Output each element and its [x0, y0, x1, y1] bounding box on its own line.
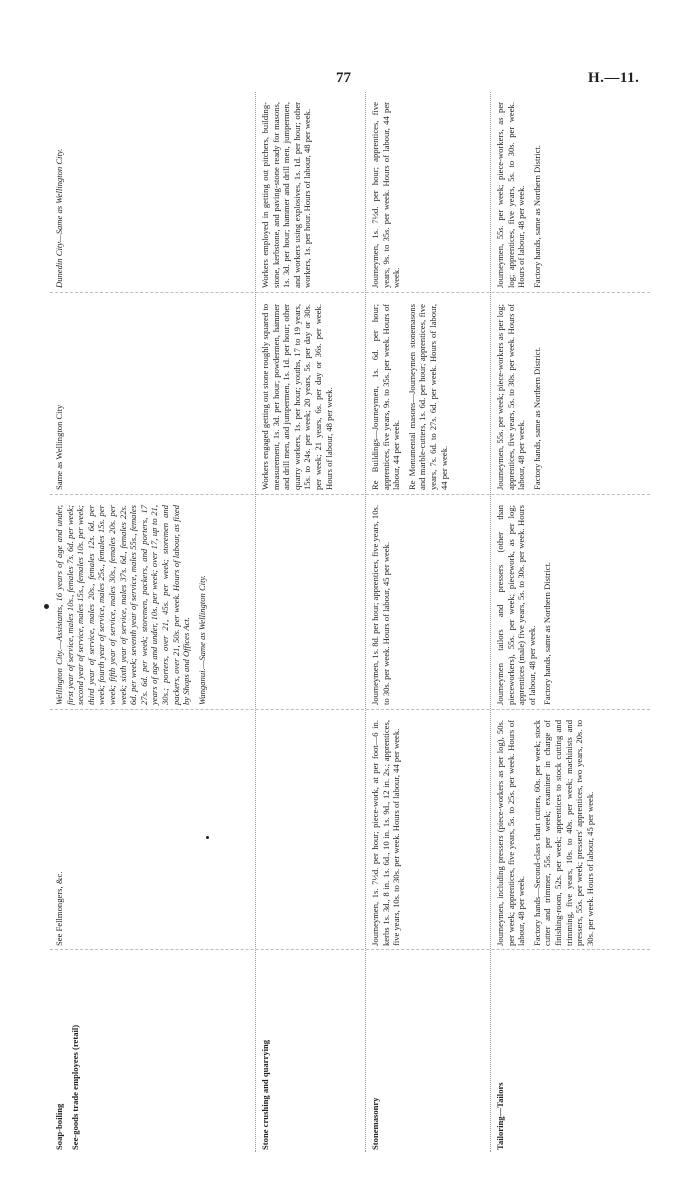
industry-label: Stonemasonry — [370, 1097, 380, 1150]
cell-text: Journeymen, 1s. 8d. per hour; apprentices, five years, 10s. to 30s. per week. Hours of labour, 45 per week. — [370, 505, 391, 705]
print-speck — [44, 604, 49, 609]
industry-label: Tailoring—Tailors — [495, 1082, 505, 1150]
cell-text: Journeymen, including pressers (piece-workers as per log), 50s. per week; apprentices, five years, 5s. to 25s. per week. Hours of labour, 48 per week. — [495, 720, 527, 946]
district-cell — [256, 296, 366, 492]
cell-text: Journeymen, 1s. 7½d. per hour; piece-work, at per foot—6 in. kerbs 1s. 3d., 8 in. 1s. 6d., 10 in. 1s. 9d., 12 in. 2s.; apprentices, five years, 10s. to 30s. per week. Hours of labour, 44 per week. — [370, 720, 402, 946]
cell-text: Wellington City.—Assistants, 16 years of age and under, first year of service, males 10s., females 7s. 6d. per week; second year of service, males 15s., females 10s. per week; third year of service, males 20s., females 12s. 6d. per week; fourth year of service, males 25s., females 15s. per week; fifth year of service, males 30s., females 20s. per week; sixth year of service, males 37s. 6d., females 22s. 6d. per week; seventh year of service, males 55s., females 27s. 6d. per week; storemen, packers, and porters, 17 years of age and under, 10s. per week; over 17, up to 21, 30s.; porters, over 21, 45s. per week; storemen and packers, over 21, 50s. per week. Hours of labour, as fixed by Shops and Offices Act. — [54, 505, 192, 705]
district-cell — [50, 94, 255, 290]
district-cell — [366, 497, 491, 707]
district-cell — [366, 296, 491, 492]
district-cell — [256, 94, 366, 290]
cell-text: Workers engaged getting out stone roughly squared to measurement, 1s. 3d. per hour; powdermen, hammer and drill men, and jumpermen, 1s. 1d. per hour; other quarry workers, 1s. per hour; youths, 17 to 19 years, 15s. to 24s. per week; 20 years, 5s. per day or 30s. per week; 21 years, 6s. per day or 36s. per week. Hours of labour, 48 per week. — [260, 304, 334, 490]
cell-text: Re Buildings—Journeymen, 1s. 6d. per hour; apprentices, five years, 9s. to 35s. per week. Hours of labour, 44 per week. — [370, 304, 402, 490]
table-row-tailoring — [490, 92, 651, 1152]
table-row-stonemasonry — [365, 92, 491, 1152]
table-row-soap-shop — [50, 92, 255, 1152]
industry-label: See-goods trade employees (retail) — [69, 1024, 80, 1150]
cell-text: Same as Wellington City — [54, 404, 64, 490]
print-speck — [206, 836, 209, 839]
cell-text: Factory hands—Second-class chart cutters, 60s. per week; stock cutter and trimmer, 55s. per week; examiner in charge of finishing-room, 52s. per week; apprentices to stock cutting and trimming, five years, 10s. to 40s. per week; machinists and pressers, 55s. per week; pressers' apprentices, two years, 20s. to 30s. per week. Hours of labour, 45 per week. — [531, 720, 595, 946]
industry-cell — [256, 952, 366, 1152]
industry-cell — [366, 952, 491, 1152]
cell-text: Re Monumental masons—Journeymen stonemasons and marble-cutters, 1s. 6d. per hour; apprentices, five years, 7s. 6d. to 27s. 6d. per week. Hours of labour, 44 per week. — [406, 304, 449, 490]
industry-cell — [491, 952, 651, 1152]
district-cell — [491, 712, 651, 948]
district-cell — [491, 497, 651, 707]
cell-text: Factory hands, same as Northern District. — [531, 145, 542, 288]
district-cell — [366, 94, 491, 290]
cell-text: Dunedin City—Same as Wellington City. — [54, 148, 64, 288]
table-row-stone-crushing — [255, 92, 366, 1152]
district-cell — [491, 94, 651, 290]
district-cell — [50, 296, 255, 492]
district-cell — [50, 712, 255, 948]
cell-text: Factory hands, same as Northern District. — [531, 347, 542, 490]
industry-label: Soap-boiling — [54, 1103, 64, 1150]
cell-text: Wanganui.—Same as Wellington City. — [196, 575, 207, 705]
cell-text: See Fellmongers, &c. — [54, 871, 64, 946]
district-cell — [491, 296, 651, 492]
cell-text: Factory hands, same as Northern District. — [542, 562, 553, 705]
district-cell — [50, 497, 255, 707]
document-reference: H.—11. — [588, 70, 640, 86]
industry-label: Stone crushing and quarrying — [260, 1039, 270, 1150]
industry-cell — [50, 952, 255, 1152]
page-number: 77 — [336, 70, 351, 86]
cell-text: Journeymen, 55s. per week; piece-workers as per log; apprentices, five years, 5s. to 30s. per week. Hours of labour, 48 per week. — [495, 304, 527, 490]
district-cell — [366, 712, 491, 948]
rotated-wage-table — [50, 92, 650, 1152]
cell-text: Journeymen tailors and pressers (other than pieceworkers), 55s. per week; piecework, as per log; apprentices (male) five years, 5s. to 30s. per week. Hours of labour, 48 per week. — [495, 505, 537, 705]
cell-text: Journeymen, 55s. per week; piece-workers, as per log; apprentices, five years, 5s. to 30s. per week. Hours of labour, 48 per week. — [495, 102, 527, 288]
cell-text: Workers employed in getting out pitchers, building-stone, kerbstone, and paving-stone ready for masons, 1s. 3d. per hour; hammer and drill men, jumpermen, and workers using explosives, 1s. 1d. per hour; other workers, 1s. per hour. Hours of labour, 48 per week. — [260, 102, 313, 288]
cell-text: Journeymen, 1s. 7½d. per hour; apprentices, five years, 9s. to 35s. per week. Hours of labour, 44 per week. — [370, 102, 402, 288]
